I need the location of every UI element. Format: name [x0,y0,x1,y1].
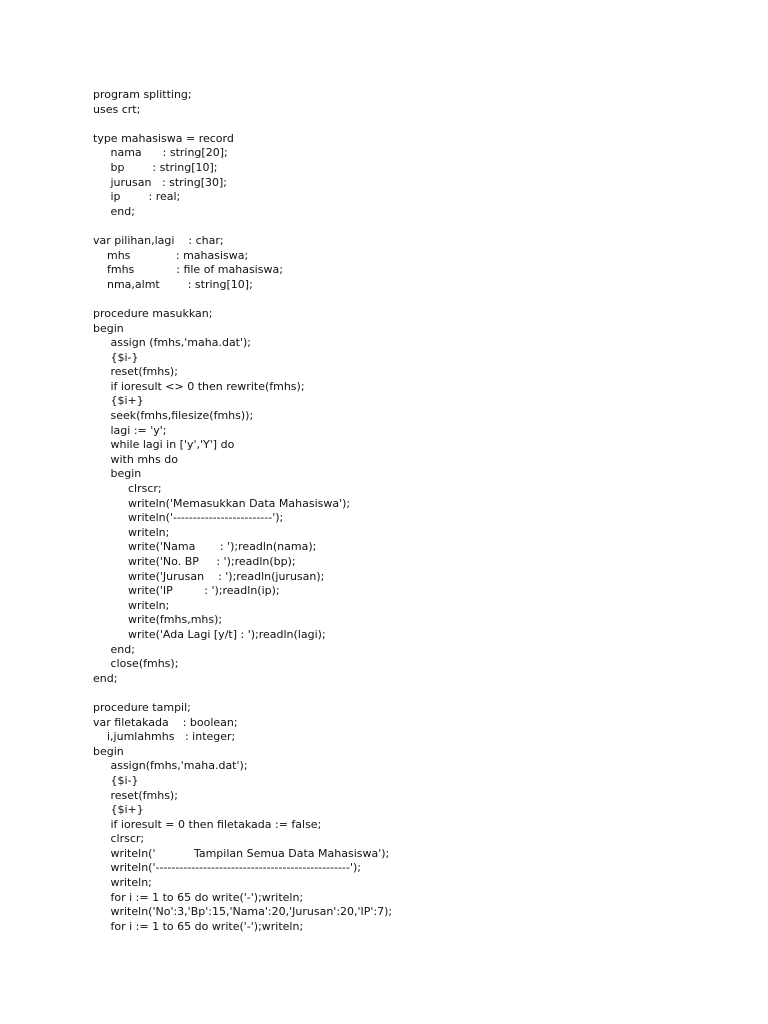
code-line: write('Jurusan : ');readln(jurusan); [93,569,325,583]
code-line: program splitting; [93,88,192,101]
code-line: writeln; [93,598,170,612]
code-line: writeln('-------------------------------------------------'); [93,861,361,875]
code-line: write('Nama : ');readln(nama); [93,540,317,554]
code-line: assign(fmhs,'maha.dat'); [93,759,248,773]
code-line: procedure masukkan; [93,306,213,320]
code-line: close(fmhs); [93,657,179,671]
blank-line [93,686,733,701]
code-line: clrscr; [93,832,145,846]
code-line: {$i+} [93,803,144,817]
code-line: seek(fmhs,filesize(fmhs)); [93,409,254,423]
code-line: writeln; [93,876,152,890]
code-line: {$i-} [93,350,139,364]
code-line: writeln(' Tampilan Semua Data Mahasiswa'); [93,846,390,860]
code-line: clrscr; [93,482,162,496]
code-line: lagi := 'y'; [93,423,167,437]
code-line: for i := 1 to 65 do write('-');writeln; [93,890,304,904]
code-line: end; [93,204,135,218]
code-line: while lagi in ['y','Y'] do [93,438,235,452]
code-line: nma,almt : string[10]; [93,277,253,291]
code-line: uses crt; [93,102,141,116]
code-line: begin [93,744,124,758]
code-line: mhs : mahasiswa; [93,248,249,262]
code-line: writeln; [93,525,170,539]
code-line: ip : real; [93,190,181,204]
code-line: i,jumlahmhs : integer; [93,730,236,744]
code-line: nama : string[20]; [93,146,228,160]
code-line: begin [93,467,142,481]
code-line: end; [93,671,118,685]
code-line: write('IP : ');readln(ip); [93,584,280,598]
code-line: reset(fmhs); [93,365,178,379]
code-line: begin [93,321,124,335]
code-line: writeln('Memasukkan Data Mahasiswa'); [93,496,351,510]
code-line: writeln('-------------------------'); [93,511,284,525]
code-line: with mhs do [93,452,178,466]
code-line: writeln('No':3,'Bp':15,'Nama':20,'Jurusan':20,'IP':7); [93,905,393,919]
code-line: write(fmhs,mhs); [93,613,223,627]
code-line: bp : string[10]; [93,160,218,174]
document-page [93,88,733,934]
blank-line [93,219,733,234]
blank-line [93,117,733,132]
code-line: write('Ada Lagi [y/t] : ');readln(lagi); [93,627,326,641]
code-line: {$i+} [93,394,144,408]
code-line: type mahasiswa = record [93,131,234,145]
code-line: jurusan : string[30]; [93,175,228,189]
code-line: for i := 1 to 65 do write('-');writeln; [93,919,304,933]
code-line: procedure tampil; [93,700,191,714]
code-line: {$i-} [93,773,139,787]
code-line: if ioresult <> 0 then rewrite(fmhs); [93,379,305,393]
code-line: end; [93,642,135,656]
code-line: if ioresult = 0 then filetakada := false; [93,817,322,831]
code-line: write('No. BP : ');readln(bp); [93,555,296,568]
code-line: assign (fmhs,'maha.dat'); [93,336,252,350]
blank-line [93,292,733,307]
code-line: fmhs : file of mahasiswa; [93,263,283,277]
code-line: var filetakada : boolean; [93,715,238,729]
code-line: var pilihan,lagi : char; [93,233,224,247]
code-line: reset(fmhs); [93,788,178,802]
